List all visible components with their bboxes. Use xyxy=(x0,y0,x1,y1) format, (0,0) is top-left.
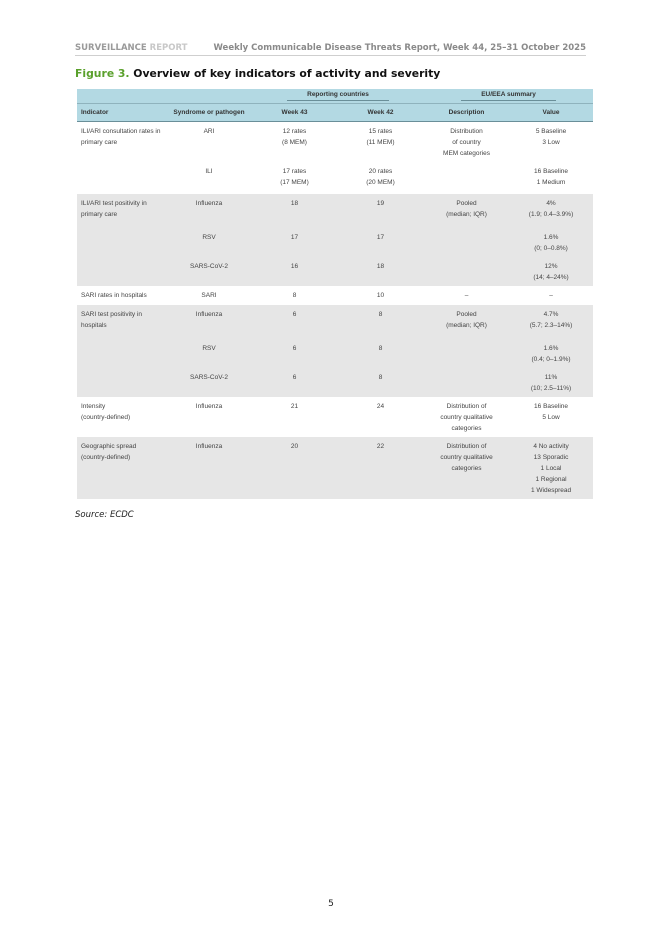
week42-cell: 20 rates (20 MEM) xyxy=(366,167,395,186)
page-number: 5 xyxy=(328,899,334,909)
table-header xyxy=(77,89,593,122)
indicators-table-container xyxy=(77,89,593,499)
table-row xyxy=(77,286,593,305)
table-body xyxy=(77,122,593,499)
table-row xyxy=(77,397,593,437)
header-spacer xyxy=(166,89,252,104)
indicator-cell: ILI/ARI consultation rates in primary care xyxy=(81,128,161,146)
pathogen-cell: SARS-CoV-2 xyxy=(190,373,228,381)
column-header-pathogen: Syndrome or pathogen xyxy=(166,104,252,122)
value-cell: 1.6% (0.4; 0–1.9%) xyxy=(531,344,571,363)
value-cell: 12% (14; 4–24%) xyxy=(533,262,569,281)
pathogen-cell: Influenza xyxy=(195,402,223,410)
week42-cell: 8 xyxy=(378,344,383,352)
description-cell: Distribution of country qualitative categories xyxy=(440,442,493,472)
indicator-cell: ILI/ARI test positivity in primary care xyxy=(81,199,147,218)
value-cell: 16 Baseline 5 Low xyxy=(534,402,569,421)
value-cell: 1.6% (0; 0–0.8%) xyxy=(534,233,568,252)
pathogen-cell: Influenza xyxy=(195,310,223,318)
header-surveillance: SURVEILLANCE xyxy=(75,43,147,53)
eu-eea-summary-group-header: EU/EEA summary xyxy=(424,89,593,104)
description-cell xyxy=(424,228,509,257)
description-cell: Distribution of country qualitative categories xyxy=(440,402,493,432)
header-report-title: Weekly Communicable Disease Threats Report, Week 44, 25–31 October 2025 xyxy=(213,43,586,53)
pathogen-cell: SARS-CoV-2 xyxy=(190,262,228,270)
column-header-value: Value xyxy=(509,104,593,122)
week43-cell: 6 xyxy=(292,373,297,381)
week43-cell: 20 xyxy=(290,442,299,450)
week42-cell: 17 xyxy=(376,233,385,241)
description-cell: Pooled (median; IQR) xyxy=(446,199,487,218)
header-spacer xyxy=(77,89,166,104)
figure-title xyxy=(75,67,440,80)
week42-cell: 10 xyxy=(376,291,385,299)
figure-caption: Overview of key indicators of activity and severity xyxy=(133,67,441,80)
value-cell: 11% (10; 2.5–11%) xyxy=(530,373,572,392)
table-row xyxy=(77,194,593,228)
week43-cell: 18 xyxy=(290,199,299,207)
week43-cell: 17 rates (17 MEM) xyxy=(280,167,309,186)
week42-cell: 8 xyxy=(378,310,383,318)
column-header-indicator: Indicator xyxy=(77,104,166,122)
indicator-cell: Geographic spread (country-defined) xyxy=(81,442,137,461)
reporting-countries-group-header: Reporting countries xyxy=(252,89,424,104)
pathogen-cell: Influenza xyxy=(195,199,223,207)
week42-cell: 15 rates (11 MEM) xyxy=(366,128,395,146)
header-report: REPORT xyxy=(149,43,188,53)
indicator-cell: Intensity (country-defined) xyxy=(81,402,131,421)
pathogen-cell: ILI xyxy=(205,167,213,175)
description-cell xyxy=(424,368,509,397)
description-cell: Distribution of country MEM categories xyxy=(443,128,490,157)
description-cell xyxy=(424,339,509,368)
figure-label: Figure 3. xyxy=(75,67,130,80)
indicators-table xyxy=(77,89,593,499)
week42-cell: 18 xyxy=(376,262,385,270)
week42-cell: 22 xyxy=(376,442,385,450)
column-header-week43: Week 43 xyxy=(252,104,337,122)
pathogen-cell: Influenza xyxy=(195,442,223,450)
description-cell xyxy=(424,257,509,286)
week43-cell: 6 xyxy=(292,310,297,318)
description-cell: – xyxy=(464,291,469,299)
indicator-cell: SARI rates in hospitals xyxy=(81,291,147,299)
description-cell: Pooled (median; IQR) xyxy=(446,310,487,329)
value-cell: 4% (1.9; 0.4–3.9%) xyxy=(528,199,574,218)
week43-cell: 6 xyxy=(292,344,297,352)
table-row xyxy=(77,305,593,339)
week42-cell: 19 xyxy=(376,199,385,207)
source-note: Source: ECDC xyxy=(75,510,134,520)
column-header-description: Description xyxy=(424,104,509,122)
week43-cell: 17 xyxy=(290,233,299,241)
pathogen-cell: RSV xyxy=(202,344,216,352)
pathogen-cell: ARI xyxy=(203,128,215,135)
week43-cell: 16 xyxy=(290,262,299,270)
week43-cell: 12 rates (8 MEM) xyxy=(282,128,307,146)
pathogen-cell: RSV xyxy=(202,233,216,241)
indicator-cell: SARI test positivity in hospitals xyxy=(81,310,143,329)
value-cell: 16 Baseline 1 Medium xyxy=(534,167,569,186)
column-header-week42: Week 42 xyxy=(337,104,424,122)
value-cell: 4 No activity 13 Sporadic 1 Local 1 Regional 1 Widespread xyxy=(530,442,572,494)
table-row xyxy=(77,122,593,162)
week42-cell: 8 xyxy=(378,373,383,381)
description-cell xyxy=(424,162,509,194)
pathogen-cell: SARI xyxy=(201,291,217,299)
value-cell: – xyxy=(549,291,553,299)
week43-cell: 8 xyxy=(292,291,297,299)
week42-cell: 24 xyxy=(376,402,385,410)
week43-cell: 21 xyxy=(290,402,299,410)
value-cell: 4.7% (5.7; 2.3–14%) xyxy=(529,310,573,329)
running-header xyxy=(75,43,586,56)
header-section-label xyxy=(75,43,187,53)
table-row xyxy=(77,437,593,499)
value-cell: 5 Baseline 3 Low xyxy=(535,128,567,146)
